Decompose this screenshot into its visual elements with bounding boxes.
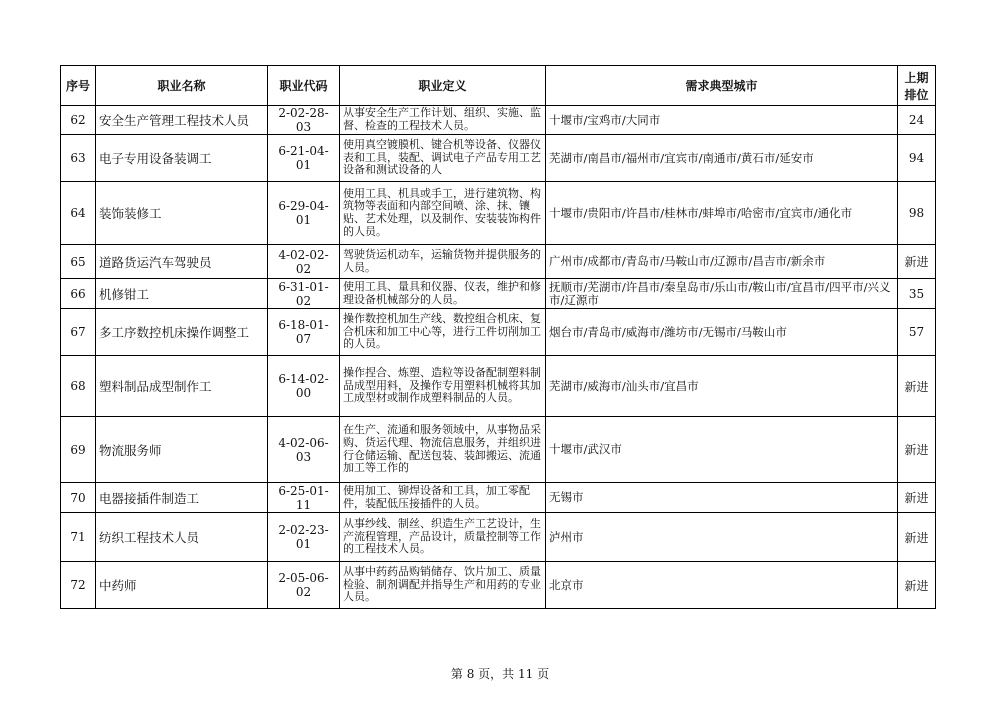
occupation-definition: 使用工具、机具或手工，进行建筑物、构筑物等表面和内部空间喷、涂、抹、镶贴、艺术处理，以及制作、安装装饰构件的人员。 [340,182,546,245]
row-number: 70 [61,483,96,513]
row-number: 66 [61,279,96,309]
occupation-definition: 驾驶货运机动车，运输货物并提供服务的人员。 [340,245,546,279]
previous-rank: 新进 [898,513,936,562]
col-header-name: 职业名称 [96,66,268,106]
occupation-code: 2-05-06-02 [268,562,340,609]
table-row [61,182,936,245]
header-row [61,66,936,106]
occupation-definition: 从事中药药品购销储存、饮片加工、质量检验、制剂调配并指导生产和用药的专业人员。 [340,562,546,609]
row-number: 64 [61,182,96,245]
occupation-code: 6-21-04-01 [268,135,340,182]
table-row [61,309,936,356]
previous-rank: 新进 [898,356,936,417]
table-row [61,279,936,309]
previous-rank: 新进 [898,245,936,279]
page-label-suffix: 页 [537,667,550,681]
page-label-prefix: 第 [450,667,463,681]
table-row [61,245,936,279]
occupation-code: 6-14-02-00 [268,356,340,417]
typical-cities: 十堰市/贵阳市/许昌市/桂林市/蚌埠市/哈密市/宜宾市/通化市 [546,182,898,245]
page-footer [0,665,1000,682]
typical-cities: 泸州市 [546,513,898,562]
previous-rank: 35 [898,279,936,309]
previous-rank: 94 [898,135,936,182]
previous-rank: 新进 [898,483,936,513]
table-row [61,483,936,513]
col-header-code: 职业代码 [268,66,340,106]
table-row [61,106,936,135]
row-number: 65 [61,245,96,279]
typical-cities: 无锡市 [546,483,898,513]
occupation-code: 6-31-01-02 [268,279,340,309]
occupation-definition: 操作数控机加生产线、数控组合机床、复合机床和加工中心等，进行工件切削加工的人员。 [340,309,546,356]
col-header-no: 序号 [61,66,96,106]
row-number: 63 [61,135,96,182]
col-header-prev-rank: 上期排位 [898,66,936,106]
table-row [61,562,936,609]
typical-cities: 北京市 [546,562,898,609]
occupation-name: 安全生产管理工程技术人员 [96,106,268,135]
occupation-code: 2-02-28-03 [268,106,340,135]
typical-cities: 抚顺市/芜湖市/许昌市/秦皇岛市/乐山市/鞍山市/宜昌市/四平市/兴义市/辽源市 [546,279,898,309]
row-number: 68 [61,356,96,417]
occupation-name: 中药师 [96,562,268,609]
table-row [61,417,936,483]
occupation-definition: 操作捏合、炼塑、造粒等设备配制塑料制品成型用料，及操作专用塑料机械将其加工成型材或制作成塑料制品的人员。 [340,356,546,417]
table-row [61,513,936,562]
typical-cities: 十堰市/宝鸡市/大同市 [546,106,898,135]
page-total: 11 [518,667,534,681]
occupation-code: 2-02-23-01 [268,513,340,562]
table-row [61,356,936,417]
col-header-cities: 需求典型城市 [546,66,898,106]
occupation-definition: 在生产、流通和服务领域中，从事物品采购、货运代理、物流信息服务，并组织进行仓储运输、配送包装、装卸搬运、流通加工等工作的 [340,417,546,483]
row-number: 69 [61,417,96,483]
row-number: 71 [61,513,96,562]
occupation-name: 多工序数控机床操作调整工 [96,309,268,356]
previous-rank: 57 [898,309,936,356]
page-label-middle: 页，共 [478,667,515,681]
typical-cities: 十堰市/武汉市 [546,417,898,483]
occupation-definition: 使用工具、量具和仪器、仪表，维护和修理设备机械部分的人员。 [340,279,546,309]
typical-cities: 烟台市/青岛市/威海市/潍坊市/无锡市/马鞍山市 [546,309,898,356]
row-number: 62 [61,106,96,135]
page-current: 8 [466,667,475,681]
occupation-code: 6-18-01-07 [268,309,340,356]
occupation-definition: 使用加工、铆焊设备和工具，加工零配件，装配低压接插件的人员。 [340,483,546,513]
typical-cities: 芜湖市/南昌市/福州市/宜宾市/南通市/黄石市/延安市 [546,135,898,182]
previous-rank: 新进 [898,562,936,609]
col-header-definition: 职业定义 [340,66,546,106]
occupation-name: 塑料制品成型制作工 [96,356,268,417]
occupation-name: 电子专用设备装调工 [96,135,268,182]
occupation-code: 4-02-06-03 [268,417,340,483]
previous-rank: 24 [898,106,936,135]
typical-cities: 芜湖市/威海市/汕头市/宜昌市 [546,356,898,417]
row-number: 67 [61,309,96,356]
row-number: 72 [61,562,96,609]
occupation-code: 4-02-02-02 [268,245,340,279]
occupation-code: 6-29-04-01 [268,182,340,245]
occupation-name: 机修钳工 [96,279,268,309]
previous-rank: 新进 [898,417,936,483]
occupation-definition: 从事安全生产工作计划、组织、实施、监督、检查的工程技术人员。 [340,106,546,135]
occupation-name: 装饰装修工 [96,182,268,245]
occupation-definition: 使用真空镀膜机、键合机等设备、仪器仪表和工具，装配、调试电子产品专用工艺设备和测试设备的人 [340,135,546,182]
typical-cities: 广州市/成都市/青岛市/马鞍山市/辽源市/昌吉市/新余市 [546,245,898,279]
previous-rank: 98 [898,182,936,245]
occupation-table [60,65,936,609]
table-row [61,135,936,182]
occupation-name: 纺织工程技术人员 [96,513,268,562]
occupation-name: 电器接插件制造工 [96,483,268,513]
occupation-name: 道路货运汽车驾驶员 [96,245,268,279]
occupation-code: 6-25-01-11 [268,483,340,513]
occupation-definition: 从事纱线、制丝、织造生产工艺设计，生产流程管理，产品设计，质量控制等工作的工程技术人员。 [340,513,546,562]
occupation-name: 物流服务师 [96,417,268,483]
